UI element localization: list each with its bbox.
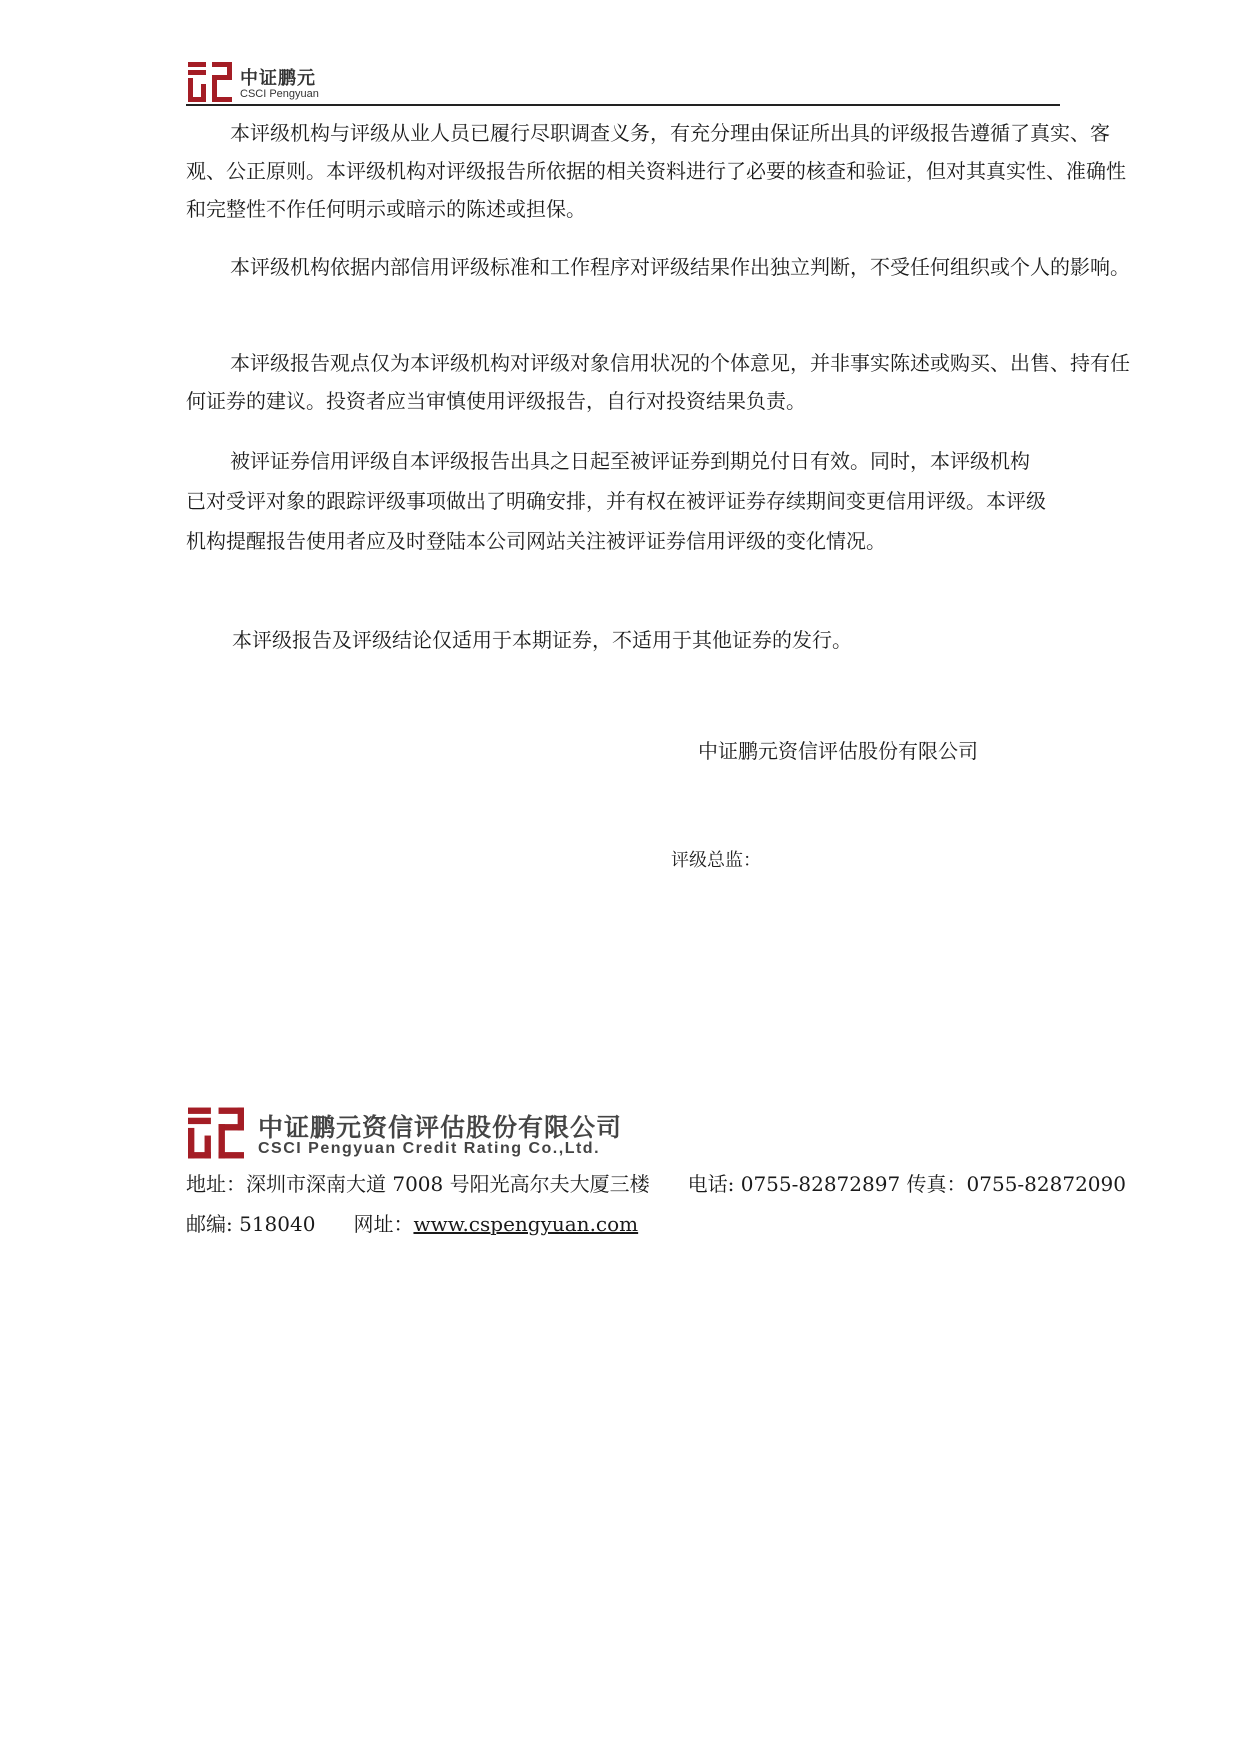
footer-company-english: CSCI Pengyuan Credit Rating Co.,Ltd. (258, 1140, 601, 1157)
footer-address: 地址：深圳市深南大道 7008 号阳光高尔夫大厦三楼 (186, 1172, 650, 1196)
footer-logo-icon (188, 1107, 244, 1159)
footer-website-link[interactable]: www.cspengyuan.com (413, 1212, 639, 1236)
header-company-english: CSCI Pengyuan (240, 88, 319, 100)
header-divider (186, 104, 1060, 106)
disclaimer-paragraph-validity: 被评证券信用评级自本评级报告出具之日起至被评证券到期兑付日有效。同时，本评级机构已对受评对象的跟踪评级事项做出了明确安排，并有权在被评证券存续期间变更信用评级。本评级机构提醒报告使用者应及时登陆本公司网站关注被评证券信用评级的变化情况。 (186, 449, 1046, 553)
header-company-name: 中证鹏元 (240, 68, 316, 89)
footer-contact-line (186, 1168, 1126, 1197)
company-signature: 中证鹏元资信评估股份有限公司 (698, 739, 978, 763)
footer-website-label: 网址： (353, 1212, 414, 1236)
disclaimer-paragraph-scope: 本评级报告及评级结论仅适用于本期证券，不适用于其他证券的发行。 (232, 628, 852, 652)
footer-postcode: 邮编: 518040 (186, 1212, 316, 1236)
disclaimer-paragraph-due-diligence: 本评级机构与评级从业人员已履行尽职调查义务，有充分理由保证所出具的评级报告遵循了真实、客观、公正原则。本评级机构对评级报告所依据的相关资料进行了必要的核查和验证，但对其真实性、准确性和完整性不作任何明示或暗示的陈述或担保。 (186, 121, 1126, 221)
disclaimer-paragraph-independence: 本评级机构依据内部信用评级标准和工作程序对评级结果作出独立判断，不受任何组织或个人的影响。 (230, 255, 1130, 279)
company-logo-icon (188, 62, 232, 102)
rating-director-label: 评级总监： (671, 850, 761, 871)
disclaimer-paragraph-opinion: 本评级报告观点仅为本评级机构对评级对象信用状况的个体意见，并非事实陈述或购买、出售、持有任何证券的建议。投资者应当审慎使用评级报告，自行对投资结果负责。 (186, 351, 1130, 413)
footer-company-name: 中证鹏元资信评估股份有限公司 (258, 1113, 623, 1142)
footer-postal-line (186, 1208, 638, 1237)
footer-phone-fax: 电话: 0755-82872897 传真：0755-82872090 (687, 1172, 1126, 1196)
